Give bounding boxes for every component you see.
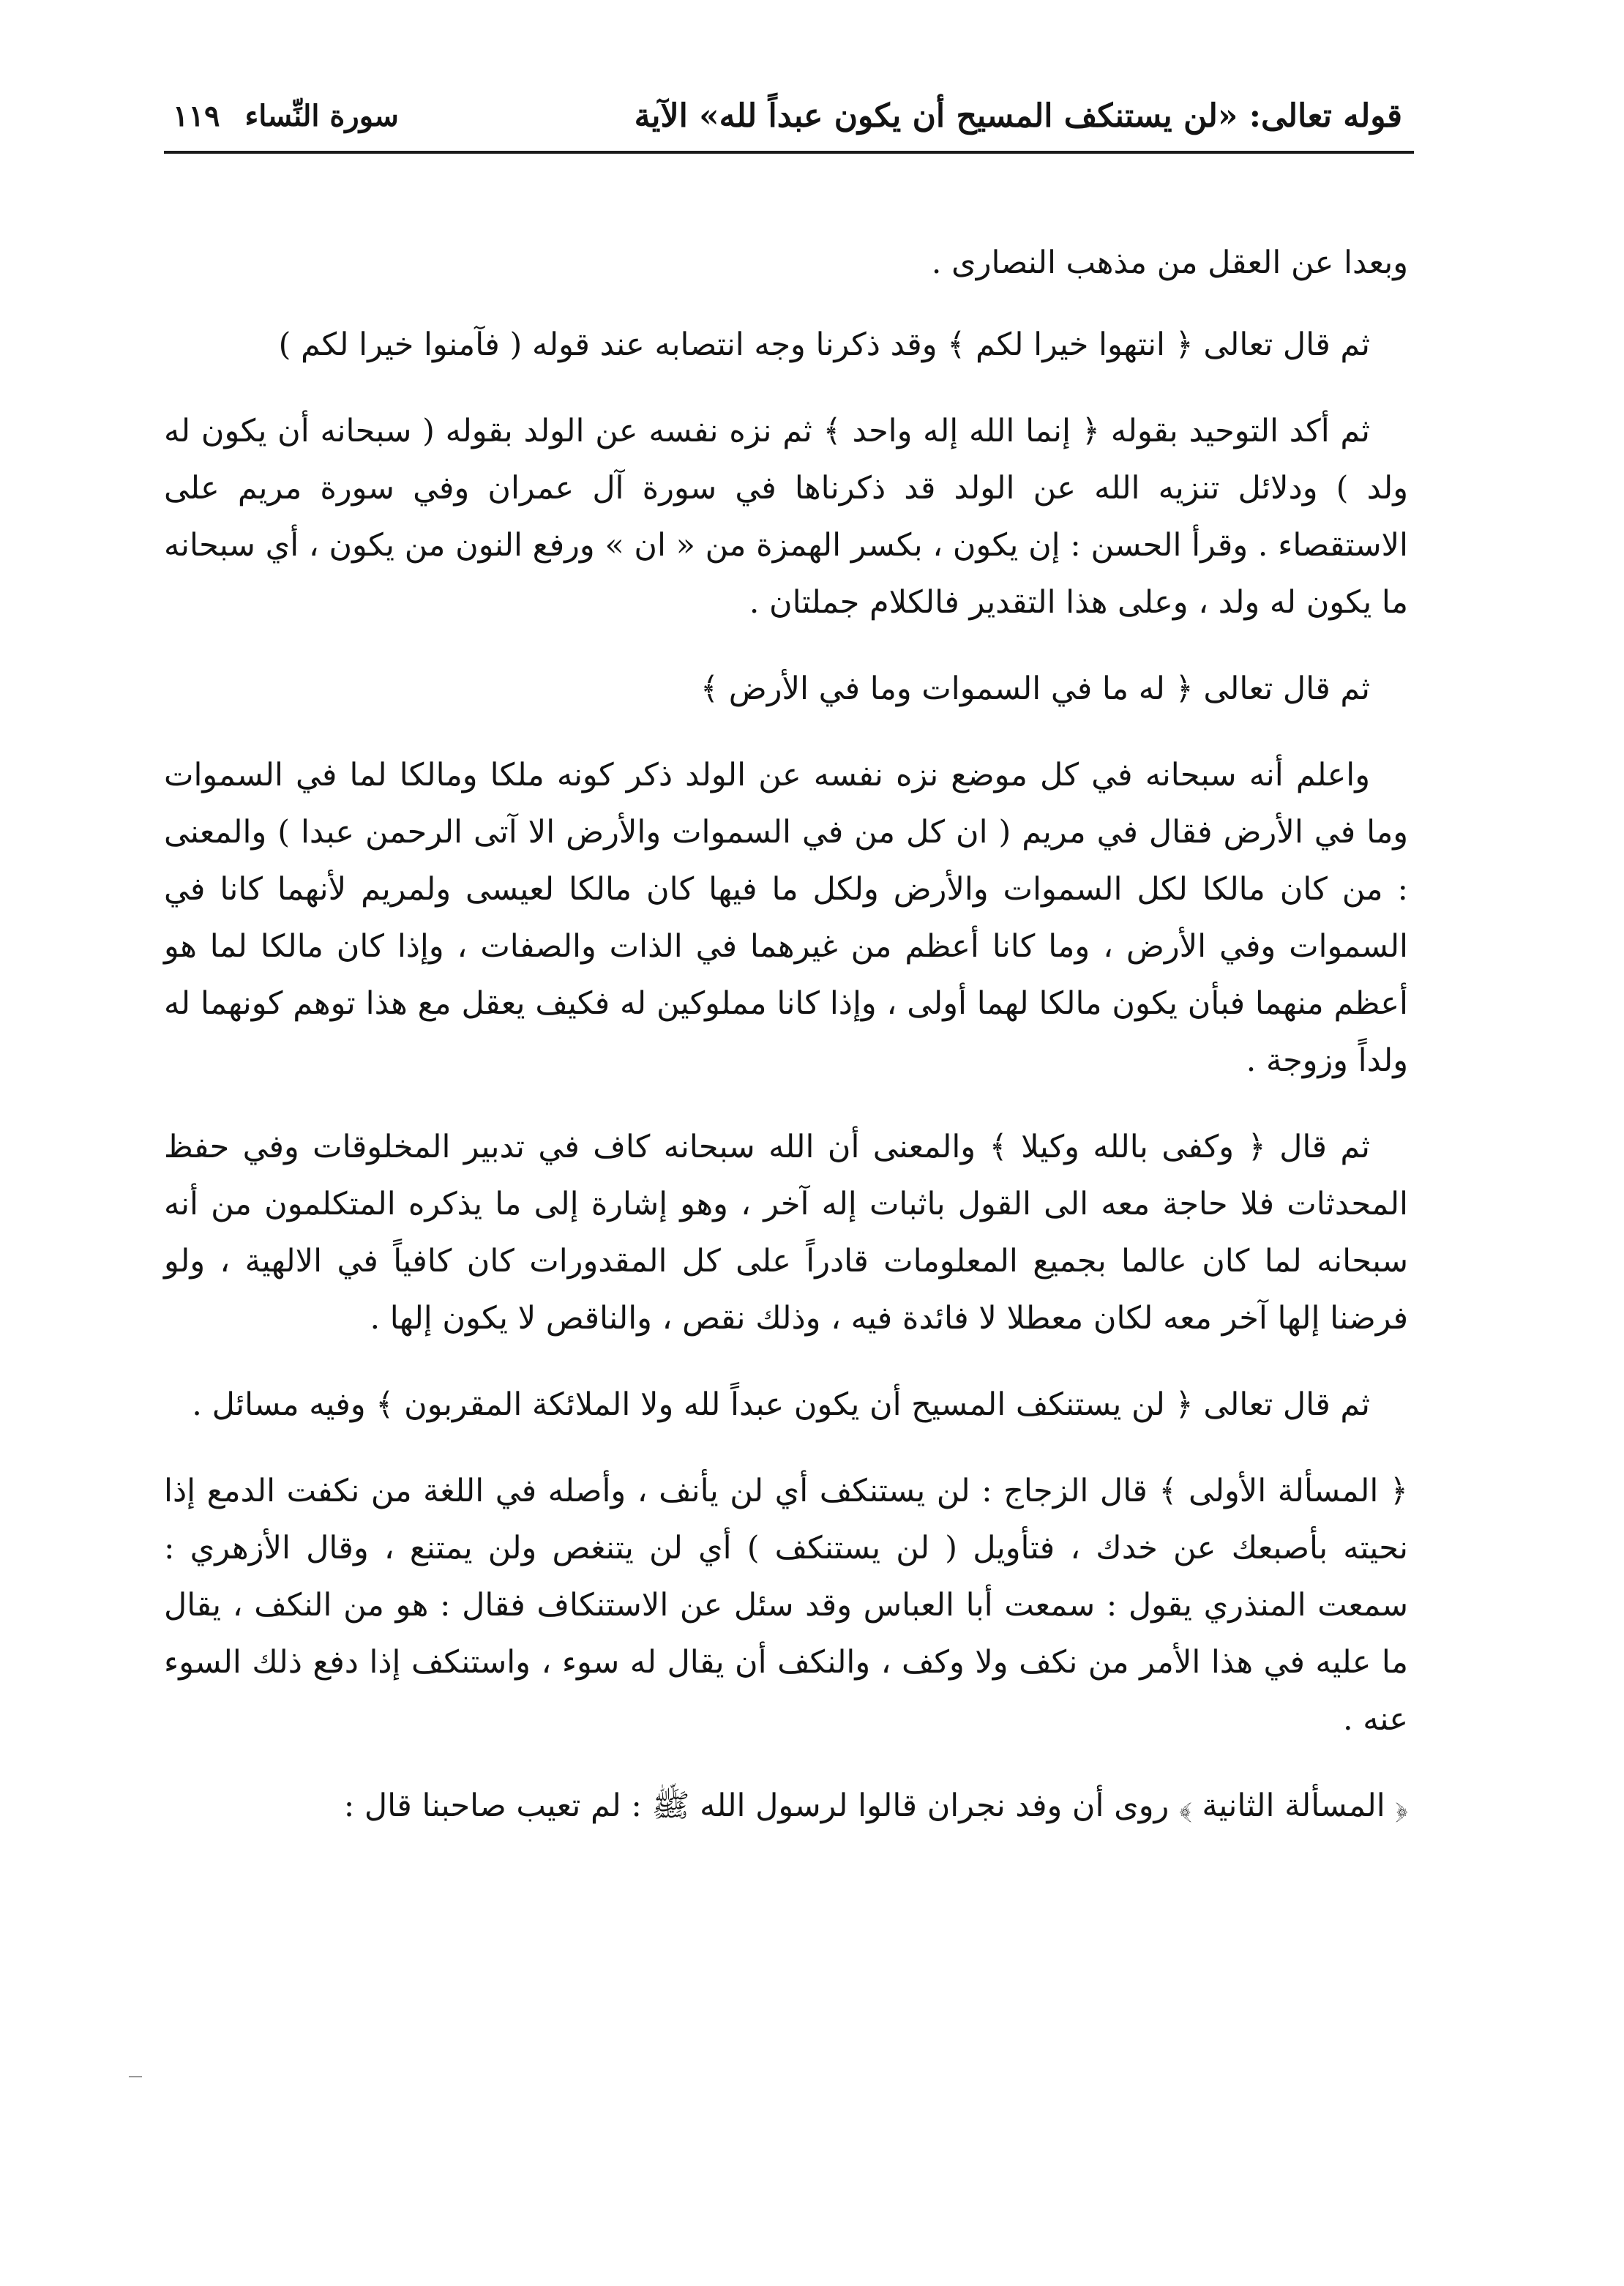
paragraph: ﴿ المسألة الأولى ﴾ قال الزجاج : لن يستنكف أي لن يأنف ، وأصله في اللغة من نكفت الدمع إذا نحيته بأصبعك عن خدك ، فتأويل ( لن يستنكف ) أي لن يتنغص ولن يمتنع ، وقال الأزهري : سمعت المنذري يقول : سمعت أبا العباس وقد سئل عن الاستنكاف فقال : هو من النكف ، يقال ما عليه في هذا الأمر من نكف ولا وكف ، والنكف أن يقال له سوء ، واستنكف إذا دفع ذلك السوء عنه . bbox=[164, 1473, 1408, 1738]
paragraph: ثم قال ﴿ وكفى بالله وكيلا ﴾ والمعنى أن الله سبحانه كاف في تدبير المخلوقات وفي حفظ المحدثات فلا حاجة معه الى القول باثبات إله آخر ، وهو إشارة إلى ما يذكره المتكلمون من أنه سبحانه لما كان عالما بجميع المعلومات قادراً على كل المقدورات كان كافياً في الالهية ، ولو فرضنا إلها آخر معه لكان معطلا لا فائدة فيه ، وذلك نقص ، والناقص لا يكون إلها . bbox=[164, 1129, 1408, 1337]
paragraph: وبعدا عن العقل من مذهب النصارى . bbox=[931, 244, 1408, 281]
verse-title: قوله تعالى: «لن يستنكف المسيح أن يكون عبداً لله» الآية bbox=[634, 97, 1402, 135]
header-rule bbox=[164, 151, 1414, 154]
paragraph: ثم أكد التوحيد بقوله ﴿ إنما الله إله واحد ﴾ ثم نزه نفسه عن الولد بقوله ( سبحانه أن يكون له ولد ) ودلائل تنزيه الله عن الولد قد ذكرناها في سورة آل عمران وفي سورة مريم على الاستقصاء . وقرأ الحسن : إن يكون ، بكسر الهمزة من « ان » ورفع النون من يكون ، أي سبحانه ما يكون له ولد ، وعلى هذا التقدير فالكلام جملتان . bbox=[164, 413, 1408, 621]
header-meta bbox=[173, 99, 399, 133]
page-number: ١١٩ bbox=[173, 98, 220, 133]
running-header bbox=[173, 86, 1402, 145]
paragraph: ثم قال تعالى ﴿ انتهوا خيرا لكم ﴾ وقد ذكرنا وجه انتصابه عند قوله ( فآمنوا خيرا لكم ) bbox=[278, 326, 1370, 363]
paragraph: واعلم أنه سبحانه في كل موضع نزه نفسه عن الولد ذكر كونه ملكا ومالكا لما في السموات وما في الأرض فقال في مريم ( ان كل من في السموات والأرض الا آتى الرحمن عبدا ) والمعنى : من كان مالكا لكل السموات والأرض ولكل ما فيها كان مالكا لعيسى ولمريم لأنهما كانا في السموات وفي الأرض ، وما كانا أعظم من غيرهما في الذات والصفات ، وإذا كان مالكا لما هو أعظم منهما فبأن يكون مالكا لهما أولى ، وإذا كانا مملوكين له فكيف يعقل مع هذا توهم كونهما له ولداً وزوجة . bbox=[164, 757, 1408, 1079]
surah-name: سورة النِّساء bbox=[244, 98, 399, 133]
paragraph: ثم قال تعالى ﴿ له ما في السموات وما في الأرض ﴾ bbox=[700, 671, 1370, 707]
body-text bbox=[164, 234, 1408, 1864]
paragraph: ﴿ المسألة الثانية ﴾ روى أن وفد نجران قالوا لرسول الله ﷺ : لم تعيب صاحبنا قال : bbox=[343, 1788, 1408, 1824]
margin-mark bbox=[129, 2076, 142, 2077]
paragraph: ثم قال تعالى ﴿ لن يستنكف المسيح أن يكون عبداً لله ولا الملائكة المقربون ﴾ وفيه مسائل . bbox=[192, 1386, 1370, 1423]
